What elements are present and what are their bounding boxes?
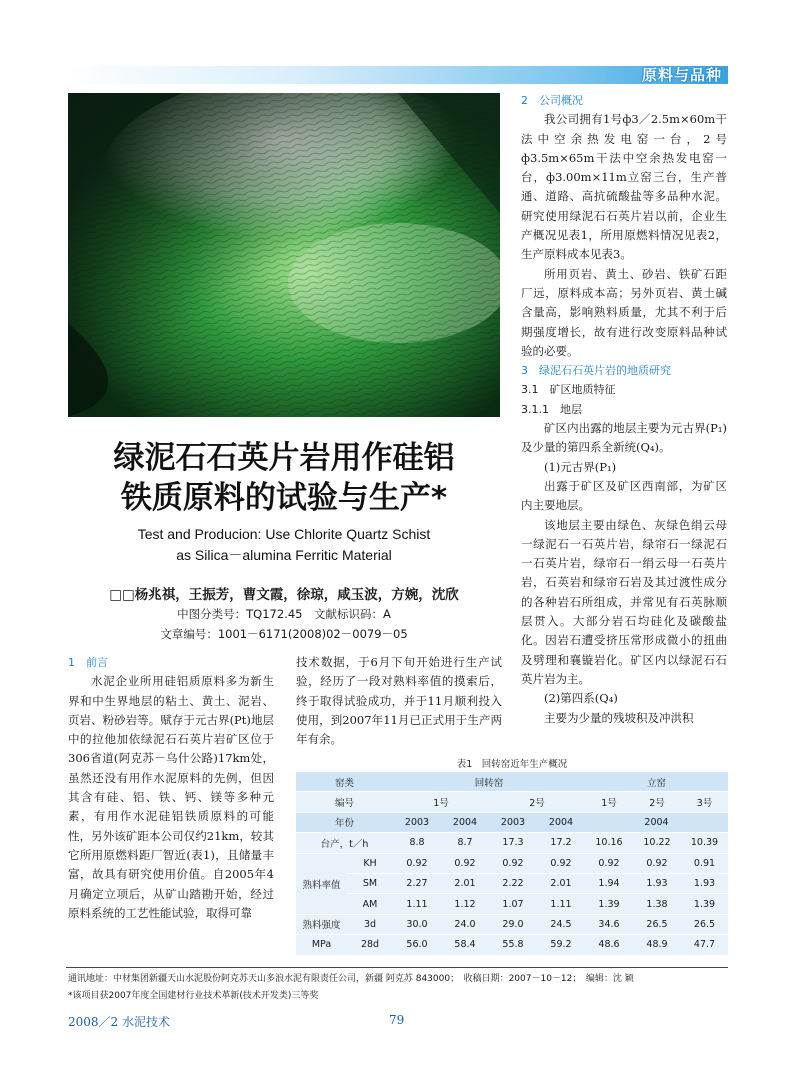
heading-company-overview: 2 公司概况	[521, 94, 583, 107]
paragraph: 所用页岩、黄土、砂岩、铁矿石距厂远，原料成本高；另外页岩、黄土碱含量高，影响熟料质量，尤其不利于后期强度增长，故有进行改变原料品种试验的必要。	[521, 266, 727, 358]
table-cell: 1.11	[393, 894, 441, 914]
paragraph: 该地层主要由绿色、灰绿色绢云母一绿泥石一石英片岩，绿帘石一绿泥石一石英片岩，绿帘石一绢云母一石英片岩，石英岩和绿帘石岩及其过渡性成分的各种岩石所组成，并常见有石英脉顺层贯入。大部分岩石均硅化及碳酸盐化。因岩石遭受挤压常形成微小的扭曲及劈理和襄镟岩化。矿区内以绿泥石石英片岩为主。	[521, 517, 727, 686]
paragraph: (2)第四系(Q₄)	[544, 691, 618, 706]
heading-strata: 3.1.1 地层	[521, 402, 582, 416]
table-cell: 56.0	[393, 935, 441, 955]
table-header: 立窑	[585, 772, 728, 792]
table-cell: 10.16	[585, 833, 633, 853]
table-cell: 0.92	[633, 853, 681, 873]
paragraph: (1)元古界(P₁)	[544, 459, 617, 474]
table-row	[296, 894, 728, 914]
table-cell: 59.2	[537, 935, 585, 955]
article-title-en	[68, 524, 500, 566]
table-cell: 2号	[489, 792, 585, 812]
article-title-zh	[68, 438, 500, 518]
footnote-divider	[66, 967, 728, 968]
table-cell: 58.4	[441, 935, 489, 955]
paragraph: 我公司拥有1号ф3／2.5m×60m干法中空余热发电窑一台，2号ф3.5m×65m干法中空余热发电窑一台，ф3.00m×11m立窑三台，生产普通、道路、高抗硫酸盐等多品种水泥。研究使用绿泥石石英片岩以前，企业生产概况见表1，所用原燃料情况见表2，生产原料成本见表3。	[521, 112, 727, 262]
title-zh-line2: 铁质原料的试验与生产*	[120, 480, 448, 516]
table-cell: 0.91	[681, 853, 728, 873]
table-cell: 2003	[489, 812, 537, 832]
table-row	[296, 853, 728, 873]
middle-column	[296, 653, 502, 749]
table-cell: 1.94	[585, 873, 633, 893]
paragraph: 主要为少量的残坡积及冲洪积	[544, 710, 694, 725]
kiln-production-table	[296, 772, 728, 956]
table-cell: 1.11	[537, 894, 585, 914]
table-cell: 10.39	[681, 833, 728, 853]
table-cell: 1号	[585, 792, 633, 812]
heading-introduction: 1 前言	[68, 656, 108, 669]
footnote-address: 通讯地址：中材集团新疆天山水泥股份阿克苏天山多浪水泥有限责任公司，新疆 阿克苏 843000； 收稿日期：2007－10－12； 编辑：沈 颖	[68, 974, 634, 984]
table-header: KH	[347, 853, 393, 873]
table-row	[296, 833, 728, 853]
table-cell: 0.92	[537, 853, 585, 873]
table-cell: 0.92	[489, 853, 537, 873]
table-cell: 2.01	[537, 873, 585, 893]
table-cell: 2.22	[489, 873, 537, 893]
table-cell: 48.6	[585, 935, 633, 955]
table-header: 熟料强度	[296, 914, 347, 934]
page-number: 79	[389, 1013, 405, 1027]
table-header: AM	[347, 894, 393, 914]
table-cell: 0.92	[393, 853, 441, 873]
table-row	[296, 914, 728, 934]
table-cell: 0.92	[441, 853, 489, 873]
table-header: 年份	[296, 812, 393, 832]
table-cell: 1.93	[633, 873, 681, 893]
table-cell: 34.6	[585, 914, 633, 934]
paragraph: 矿区内出露的地层主要为元古界(P₁)及少量的第四系全新统(Q₄)。	[521, 421, 727, 455]
table-cell: 17.3	[489, 833, 537, 853]
table-cell: 0.92	[585, 853, 633, 873]
table-cell: 47.7	[681, 935, 728, 955]
table-cell: 8.7	[441, 833, 489, 853]
table-cell: 48.9	[633, 935, 681, 955]
table-row	[296, 792, 728, 812]
table-cell: 1号	[393, 792, 489, 812]
title-en-line1: Test and Producion: Use Chlorite Quartz Schist	[137, 526, 431, 542]
journal-issue: 2008／2 水泥技术	[68, 1015, 170, 1029]
table-cell: 30.0	[393, 914, 441, 934]
table-header: 台产，t／h	[296, 833, 393, 853]
table-cell: 1.07	[489, 894, 537, 914]
table-header: 窑类	[296, 772, 393, 792]
table-cell: 1.39	[585, 894, 633, 914]
chlorite-schist-photo	[68, 93, 500, 417]
table-header: 回转窑	[393, 772, 585, 792]
table-row	[296, 772, 728, 792]
table-header: 编号	[296, 792, 393, 812]
footnote-funding: *该项目获2007年度全国建材行业技术革新(技术开发类)三等奖	[68, 991, 319, 1001]
paragraph: 水泥企业所用硅铝质原料多为新生界和中生界地层的粘土、黄土、泥岩、页岩、粉砂岩等。赋存于元古界(Pt)地层中的拉他加依绿泥石石英片岩矿区位于306省道(阿克苏－乌什公路)17km处，虽然还没有用作水泥原料的先例，但因其含有硅、铝、铁、钙、镁等多种元素，有用作水泥硅铝铁质原料的可能性，另外该矿距本公司仅约21km，较其它所用原燃料距厂智近(表1)，且储量丰富，故具有研究使用价值。自2005年4月确定立项后，从矿山踏勘开始，经过原料系统的工艺性能试验，取得可靠	[68, 674, 274, 920]
table-caption: 表1 回转窑近年生产概况	[456, 759, 568, 770]
table-cell: 2004	[441, 812, 489, 832]
table-cell: 24.0	[441, 914, 489, 934]
table-header: 3d	[347, 914, 393, 934]
table-cell: 2.01	[441, 873, 489, 893]
table-cell: 1.12	[441, 894, 489, 914]
table-cell: 1.39	[681, 894, 728, 914]
header-bar	[66, 66, 728, 84]
table-cell: 26.5	[633, 914, 681, 934]
authors: □□杨兆祺，王振芳，曹文霞，徐琼，咸玉波，方婉，沈欣	[109, 587, 459, 603]
table-cell: 55.8	[489, 935, 537, 955]
table-cell: 2.27	[393, 873, 441, 893]
table-cell: 17.2	[537, 833, 585, 853]
article-number: 文章编号：1001－6171(2008)02－0079－05	[160, 627, 408, 641]
table-header: MPa	[296, 935, 347, 955]
table-header: 熟料率值	[296, 853, 347, 914]
heading-geology: 3 绿泥石石英片岩的地质研究	[521, 364, 671, 378]
table-row	[296, 935, 728, 955]
paragraph: 技术数据，于6月下旬开始进行生产试验，经历了一段对熟料率值的摸索后，终于取得试验成功，并于11月顺利投入使用，到2007年11月已正式用于生产两年有余。	[296, 655, 502, 747]
table-cell: 24.5	[537, 914, 585, 934]
heading-mine-features: 3.1 矿区地质特征	[521, 383, 616, 397]
table-cell: 29.0	[489, 914, 537, 934]
section-title: 原料与品种	[641, 66, 722, 84]
clc-number: 中图分类号：TQ172.45 文献标识码：A	[177, 607, 391, 621]
title-en-line2: as Silica－alumina Ferritic Material	[176, 547, 392, 563]
table-header: SM	[347, 873, 393, 893]
table-cell: 8.8	[393, 833, 441, 853]
table-cell: 1.38	[633, 894, 681, 914]
table-header: 28d	[347, 935, 393, 955]
table-row	[296, 873, 728, 893]
table-cell: 2004	[585, 812, 728, 832]
table-row	[296, 812, 728, 832]
table-cell: 2004	[537, 812, 585, 832]
table-cell: 1.93	[681, 873, 728, 893]
paragraph: 出露于矿区及矿区西南部，为矿区内主要地层。	[521, 478, 727, 513]
table-cell: 2003	[393, 812, 441, 832]
right-column	[521, 91, 727, 728]
table-cell: 3号	[681, 792, 728, 812]
table-cell: 2号	[633, 792, 681, 812]
table-cell: 10.22	[633, 833, 681, 853]
table-cell: 26.5	[681, 914, 728, 934]
left-column	[68, 653, 274, 923]
title-zh-line1: 绿泥石石英片岩用作硅铝	[113, 440, 455, 476]
